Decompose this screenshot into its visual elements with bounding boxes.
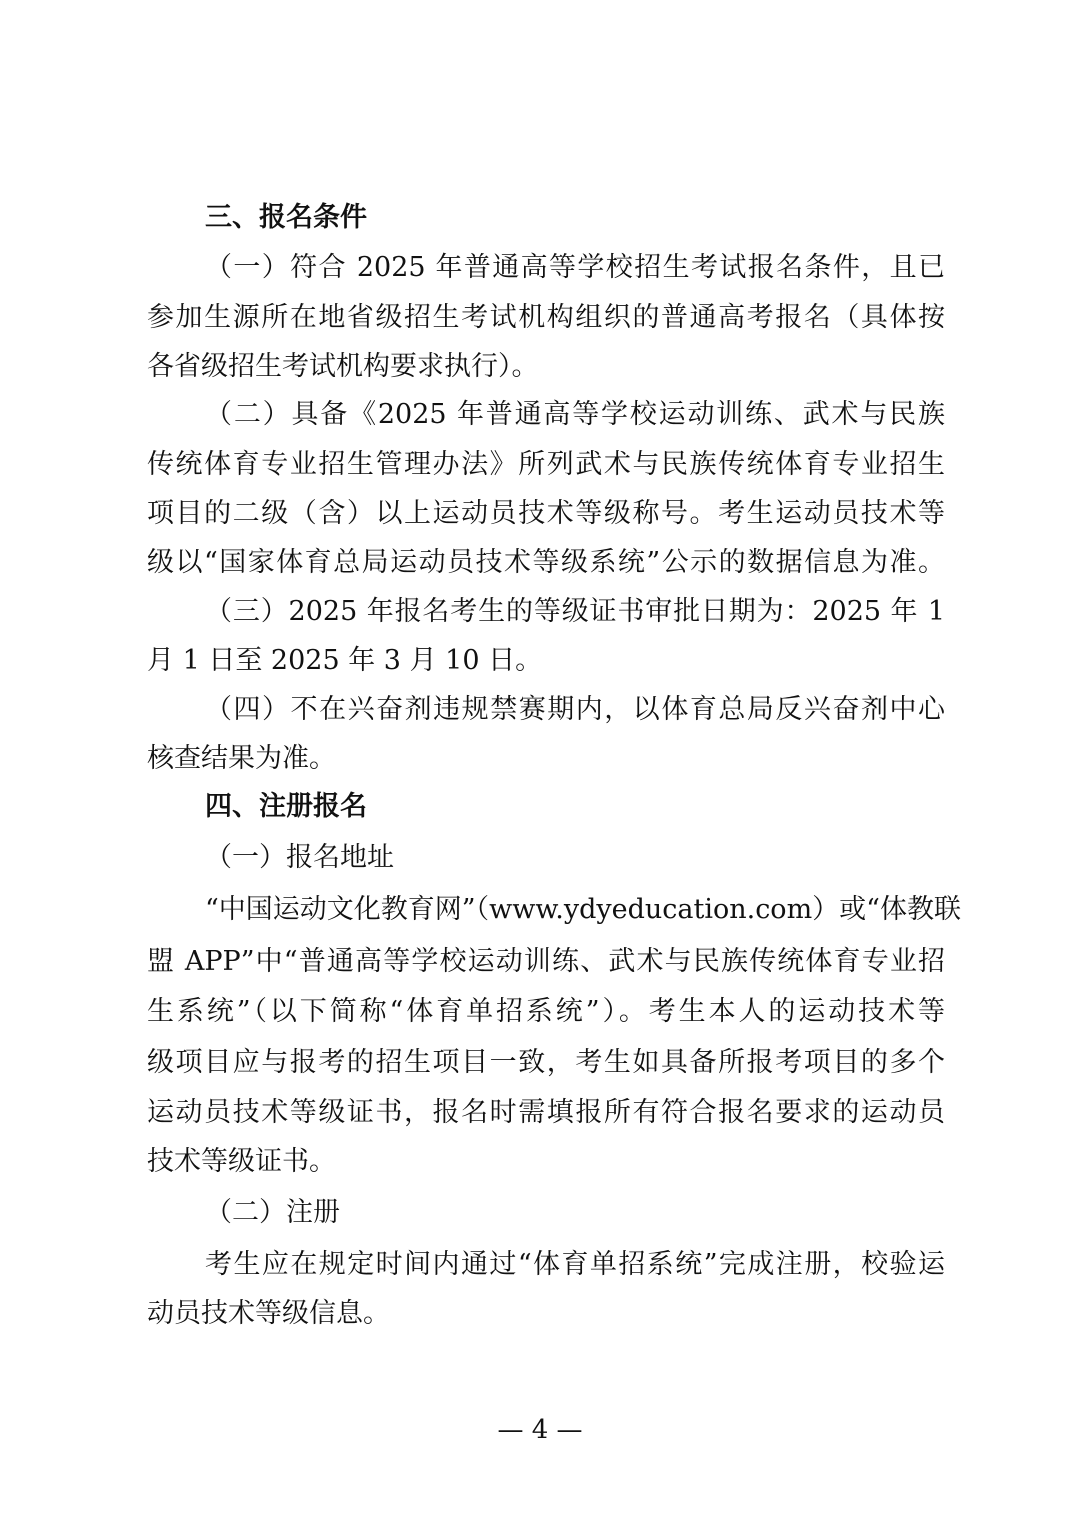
paragraph-line: 各省级招生考试机构要求执行）。: [147, 351, 539, 382]
page-number: — 4 —: [497, 1415, 583, 1445]
paragraph-line: 级以“国家体育总局运动员技术等级系统”公示的数据信息为准。: [147, 547, 945, 578]
subheading: （一）报名地址: [205, 842, 394, 873]
paragraph-line: 动员技术等级信息。: [147, 1298, 390, 1329]
paragraph-line: （四）不在兴奋剂违规禁赛期内，以体育总局反兴奋剂中心: [205, 694, 945, 725]
paragraph-line: 考生应在规定时间内通过“体育单招系统”完成注册，校验运: [205, 1249, 945, 1280]
paragraph-line: 技术等级证书。: [147, 1146, 336, 1177]
paragraph-line: 生系统”（以下简称“体育单招系统”）。考生本人的运动技术等: [147, 996, 945, 1027]
paragraph-line: （三）2025 年报名考生的等级证书审批日期为：2025 年 1: [205, 596, 945, 627]
section-heading-4: 四、注册报名: [205, 791, 367, 822]
paragraph-line: 项目的二级（含）以上运动员技术等级称号。考生运动员技术等: [147, 498, 945, 529]
paragraph-line: 级项目应与报考的招生项目一致，考生如具备所报考项目的多个: [147, 1047, 945, 1078]
paragraph-line: 运动员技术等级证书，报名时需填报所有符合报名要求的运动员: [147, 1097, 945, 1128]
paragraph-line: 核查结果为准。: [147, 743, 336, 774]
section-heading-3: 三、报名条件: [205, 202, 367, 233]
paragraph-line: “中国运动文化教育网”（www.ydyeducation.com）或“体教联: [205, 894, 961, 925]
paragraph-line: （二）具备《2025 年普通高等学校运动训练、武术与民族: [205, 399, 945, 430]
paragraph-line: （一）符合 2025 年普通高等学校招生考试报名条件，且已: [205, 252, 945, 283]
paragraph-line: 月 1 日至 2025 年 3 月 10 日。: [147, 645, 543, 676]
subheading: （二）注册: [205, 1197, 340, 1228]
paragraph-line: 传统体育专业招生管理办法》所列武术与民族传统体育专业招生: [147, 449, 945, 480]
paragraph-line: 盟 APP”中“普通高等学校运动训练、武术与民族传统体育专业招: [147, 946, 945, 977]
paragraph-line: 参加生源所在地省级招生考试机构组织的普通高考报名（具体按: [147, 302, 945, 333]
